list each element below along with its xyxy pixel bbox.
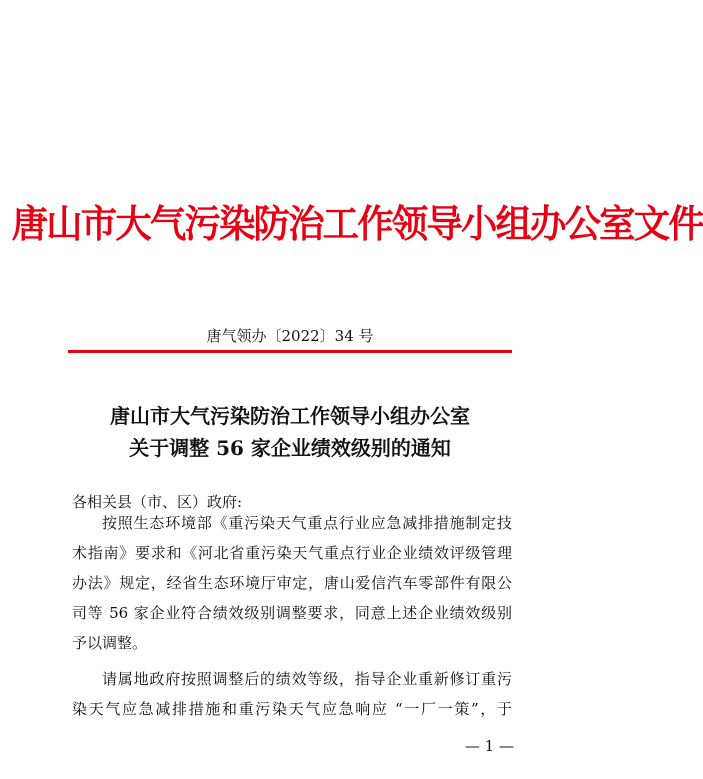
- document-title: [0, 400, 580, 464]
- paragraph-1-line: 术指南》要求和《河北省重污染天气重点行业企业绩效评级管理: [72, 544, 512, 562]
- paragraph-2-line: 染天气应急减排措施和重污染天气应急响应 “一厂一策”，于: [72, 700, 512, 718]
- title-line-1: 唐山市大气污染防治工作领导小组办公室: [110, 404, 470, 428]
- paragraph-1-line: 司等 56 家企业符合绩效级别调整要求，同意上述企业绩效级别: [72, 604, 512, 622]
- salutation: 各相关县（市、区）政府:: [72, 493, 243, 511]
- title-line-2: 关于调整 56 家企业绩效级别的通知: [129, 436, 451, 460]
- issuer-header: 唐山市大气污染防治工作领导小组办公室文件: [11, 201, 703, 246]
- paragraph-2-line: 请属地政府按照调整后的绩效等级，指导企业重新修订重污: [102, 670, 512, 688]
- page-number: — 1 —: [464, 737, 514, 755]
- paragraph-1-line: 按照生态环境部《重污染天气重点行业应急减排措施制定技: [102, 514, 512, 532]
- red-separator-line: [68, 350, 512, 353]
- paragraph-1-line: 予以调整。: [72, 634, 148, 652]
- paragraph-1: [72, 508, 512, 658]
- document-number: 唐气领办〔2022〕34 号: [206, 327, 374, 345]
- paragraph-1-line: 办法》规定，经省生态环境厅审定，唐山爱信汽车零部件有限公: [72, 574, 512, 592]
- paragraph-2: [72, 664, 512, 724]
